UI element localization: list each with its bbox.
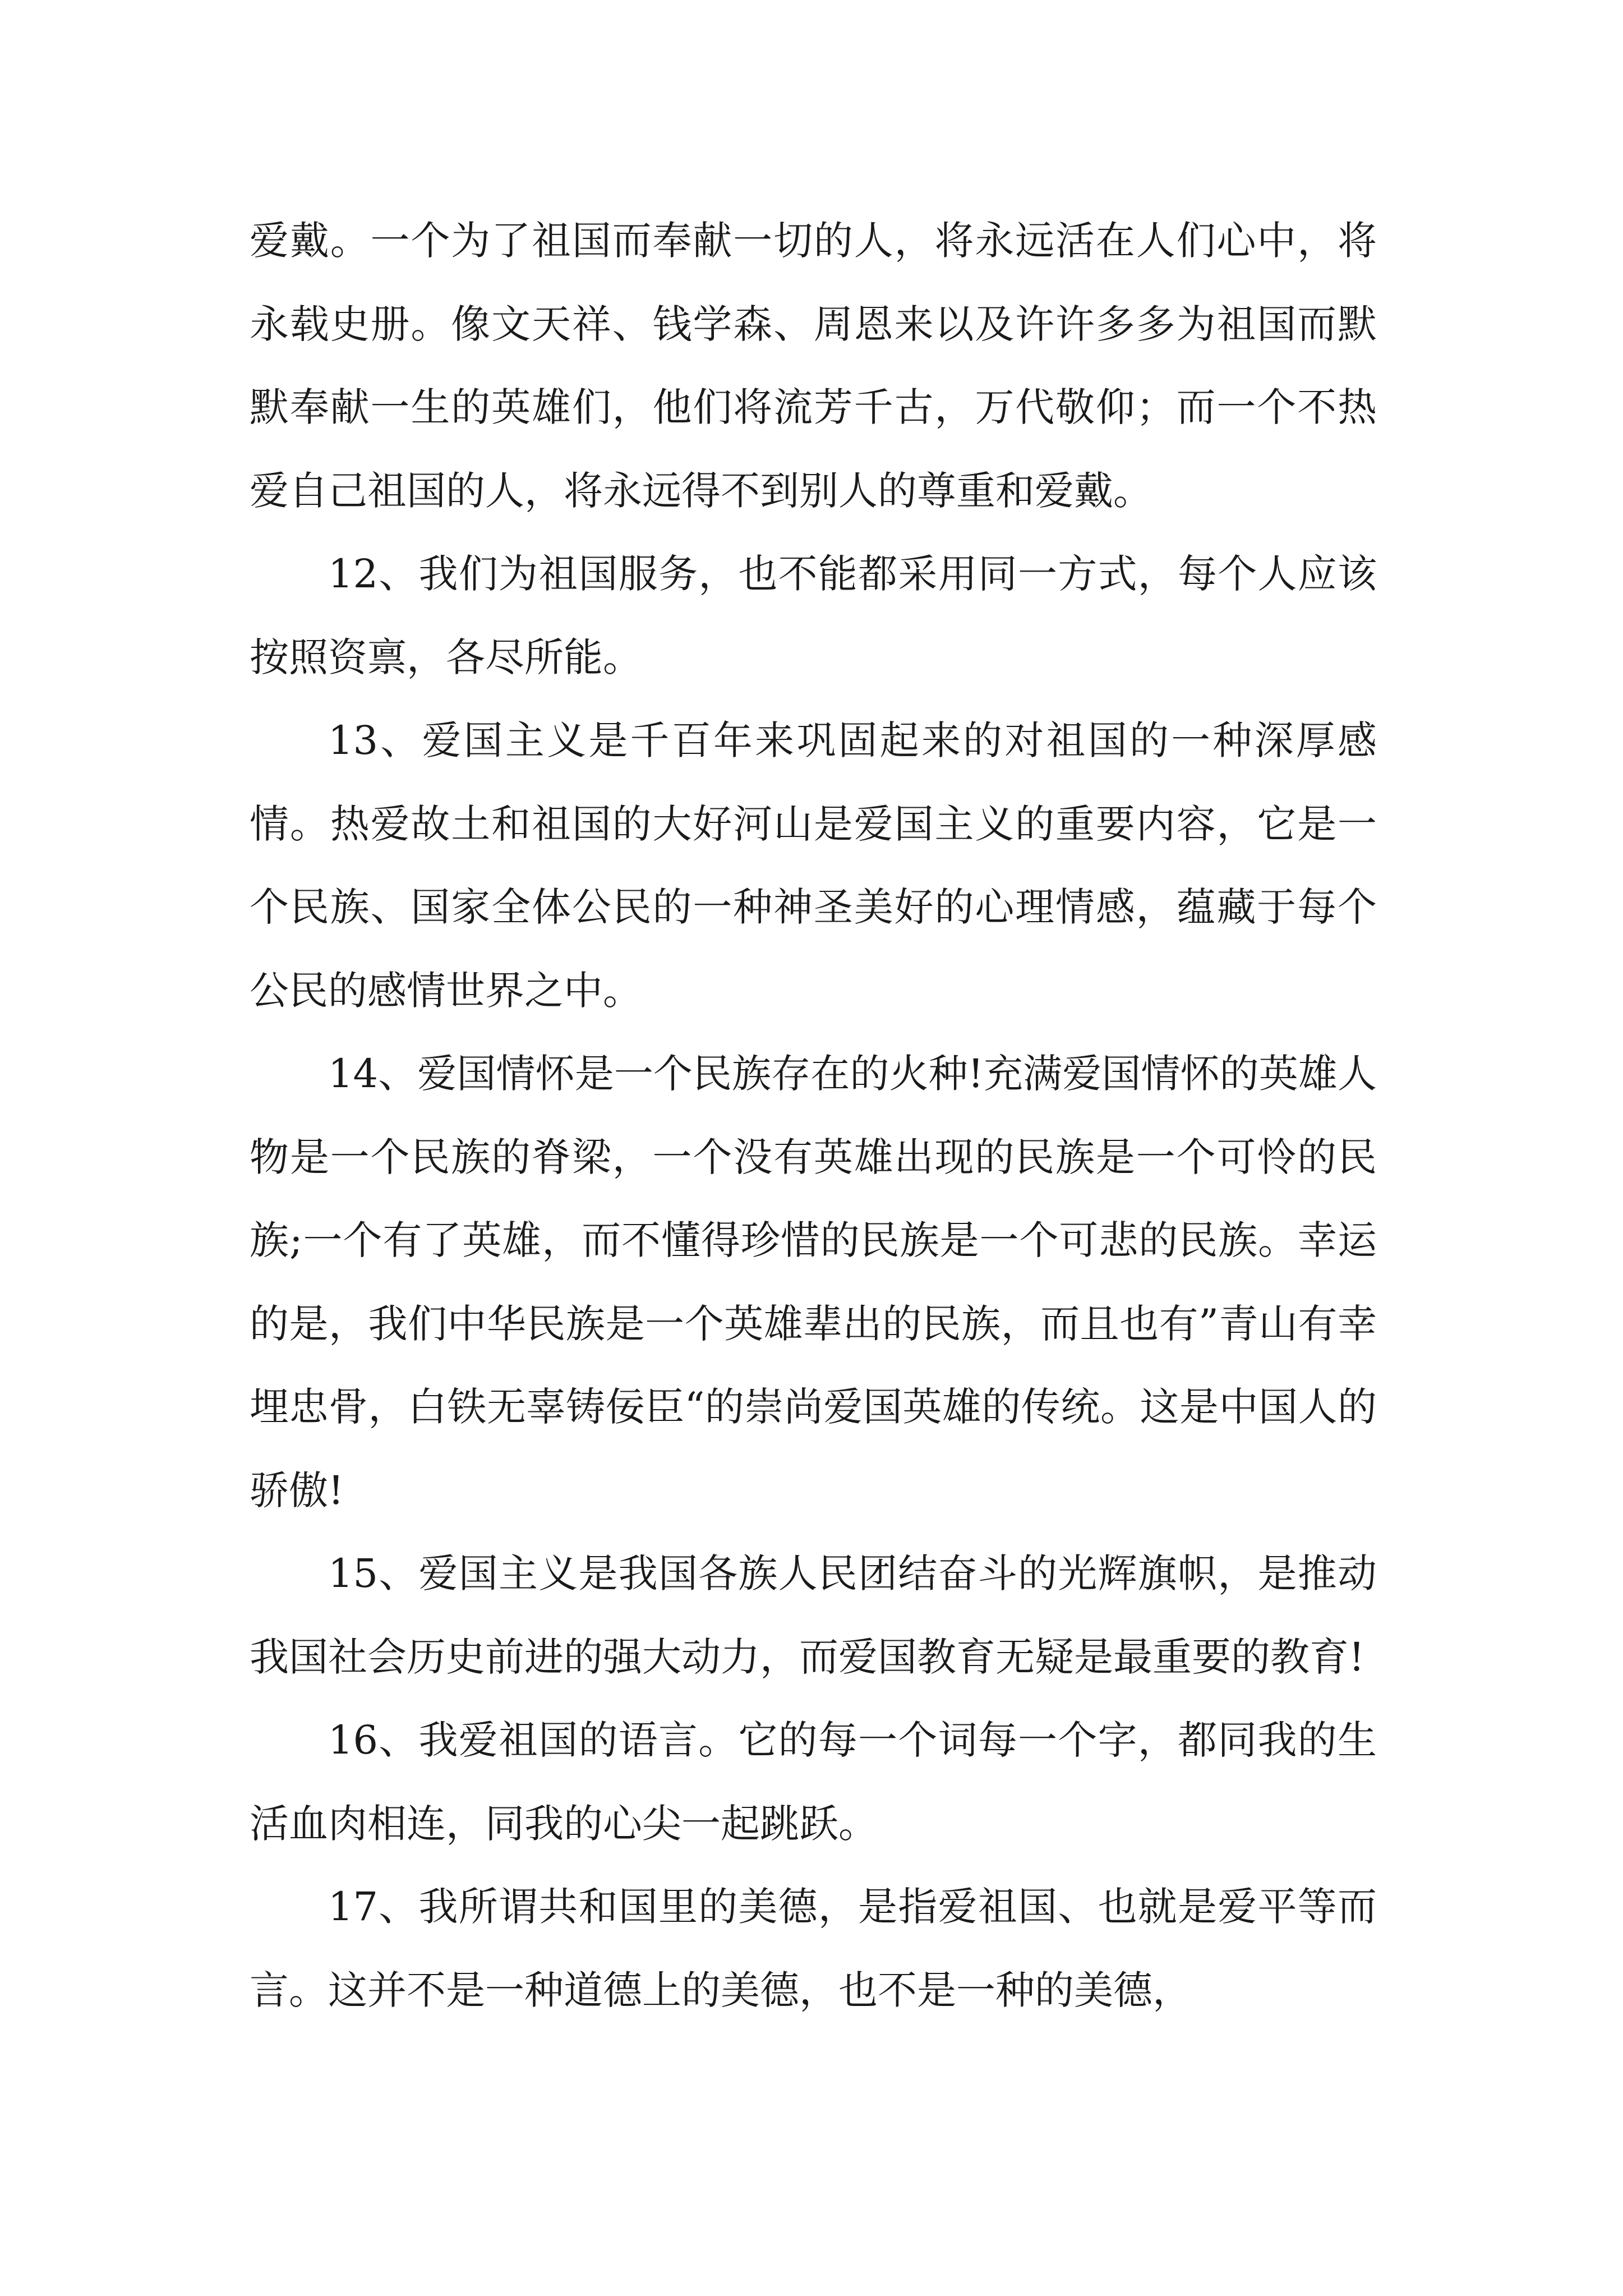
paragraph-17: 17、我所谓共和国里的美德，是指爱祖国、也就是爱平等而言。这并不是一种道德上的美德，也不是一种的美德， (250, 1884, 1377, 2013)
paragraph-14: 14、爱国情怀是一个民族存在的火种!充满爱国情怀的英雄人物是一个民族的脊梁，一个没有英雄出现的民族是一个可怜的民族;一个有了英雄，而不懂得珍惜的民族是一个可悲的民族。幸运的是，我们中华民族是一个英雄辈出的民族，而且也有”青山有幸埋忠骨，白铁无辜铸佞臣“的崇尚爱国英雄的传统。这是中国人的骄傲! (250, 1051, 1377, 1513)
paragraph-12: 12、我们为祖国服务，也不能都采用同一方式，每个人应该按照资禀，各尽所能。 (250, 551, 1377, 680)
paragraph-15: 15、爱国主义是我国各族人民团结奋斗的光辉旗帜，是推动我国社会历史前进的强大动力，而爱国教育无疑是最重要的教育! (250, 1550, 1377, 1680)
body-text (250, 199, 1377, 2032)
paragraph-13: 13、爱国主义是千百年来巩固起来的对祖国的一种深厚感情。热爱故土和祖国的大好河山是爱国主义的重要内容，它是一个民族、国家全体公民的一种神圣美好的心理情感，蕴藏于每个公民的感情世界之中。 (250, 717, 1377, 1014)
paragraph-continued: 爱戴。一个为了祖国而奉献一切的人，将永远活在人们心中，将永载史册。像文天祥、钱学森、周恩来以及许许多多为祖国而默默奉献一生的英雄们，他们将流芳千古，万代敬仰；而一个不热爱自己祖国的人，将永远得不到别人的尊重和爱戴。 (250, 218, 1377, 514)
paragraph-16: 16、我爱祖国的语言。它的每一个词每一个字，都同我的生活血肉相连，同我的心尖一起跳跃。 (250, 1717, 1377, 1847)
